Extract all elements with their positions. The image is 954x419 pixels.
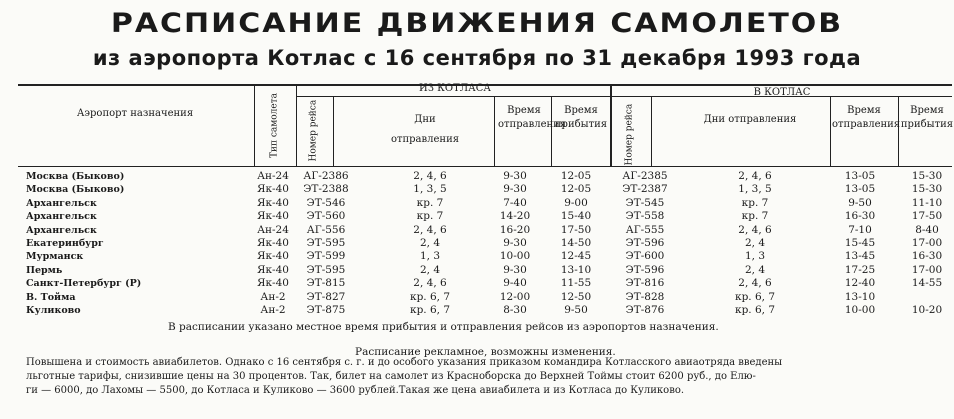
cell-days-in: кр. 7 (741, 210, 769, 223)
cell-arrival-out: 12-45 (560, 250, 592, 263)
cell-arrival-in: 15-30 (911, 170, 943, 182)
cell-departure-out: 16-20 (499, 223, 531, 236)
cell-days-out: кр. 7 (416, 196, 444, 209)
cell-flight-no-out: ЭТ-595 (306, 263, 346, 276)
cell-days-out: 1, 3, 5 (413, 183, 447, 196)
header-days-in: Дни отправления (703, 114, 797, 125)
cell-arrival-in: 8-40 (915, 223, 939, 236)
header-to-kotlas: В КОТЛАС (753, 87, 811, 98)
col-divider (651, 96, 652, 166)
cell-flight-no-in: ЭТ-558 (625, 210, 665, 223)
cell-flight-no-out: ЭТ-2388 (303, 183, 349, 196)
cell-aircraft-type: Як-40 (257, 250, 289, 263)
cell-airport-name: Архангельск (26, 211, 97, 223)
header-from-kotlas: ИЗ КОТЛАСА (419, 83, 491, 94)
cell-days-out: кр. 6, 7 (410, 290, 450, 303)
cell-arrival-in: 17-00 (911, 237, 943, 249)
cell-arrival-in: 15-30 (911, 183, 943, 196)
cell-aircraft-type: Як-40 (257, 183, 289, 196)
cell-flight-no-out: АГ-556 (306, 223, 346, 236)
cell-aircraft-type: Як-40 (257, 210, 289, 223)
cell-days-out: 2, 4, 6 (413, 223, 447, 236)
cell-arrival-out: 11-55 (560, 277, 592, 290)
header-bottom-rule (18, 166, 952, 167)
cell-arrival-out: 14-50 (560, 237, 592, 249)
cell-arrival-out: 12-05 (560, 170, 592, 182)
cell-airport-name: В. Тойма (26, 291, 76, 303)
cell-airport-name: Москва (Быково) (26, 171, 125, 182)
cell-departure-out: 9-40 (503, 277, 527, 290)
cell-departure-out: 10-00 (499, 250, 531, 263)
cell-days-out: кр. 7 (416, 210, 444, 223)
table-row (0, 183, 954, 196)
col-divider (494, 96, 495, 166)
col-divider (333, 96, 334, 166)
cell-departure-in: 13-05 (844, 170, 876, 182)
table-row (0, 304, 954, 317)
cell-departure-out: 9-30 (503, 237, 527, 249)
cell-aircraft-type: Як-40 (257, 263, 289, 276)
cell-flight-no-in: ЭТ-600 (625, 250, 665, 263)
cell-flight-no-in: ЭТ-816 (625, 277, 665, 290)
cell-arrival-in: 17-50 (911, 210, 943, 223)
cell-flight-no-in: ЭТ-596 (625, 263, 665, 276)
cell-flight-no-in: ЭТ-545 (625, 196, 665, 209)
cell-days-in: 2, 4, 6 (738, 277, 772, 290)
cell-days-out: 2, 4 (419, 263, 441, 276)
cell-departure-in: 9-50 (848, 196, 872, 209)
cell-airport-name: Архангельск (26, 224, 97, 236)
cell-arrival-out: 9-50 (564, 304, 588, 316)
cell-flight-no-out: АГ-2386 (303, 170, 349, 182)
table-row (0, 210, 954, 223)
note-fares-2: льготные тарифы, снизившие цены на 30 процентов. Так, билет на самолет из Красноборска до Верхней Тоймы стоит 6200 руб., до Елю- (26, 371, 756, 382)
cell-departure-in: 15-45 (844, 237, 876, 249)
cell-days-in: 1, 3 (744, 250, 766, 263)
cell-days-out: 2, 4, 6 (413, 170, 447, 182)
cell-days-out: 1, 3 (419, 250, 441, 263)
cell-flight-no-out: ЭТ-599 (306, 250, 346, 263)
col-divider (551, 96, 552, 166)
cell-airport-name: Санкт-Петербург (Р) (26, 278, 142, 290)
cell-flight-no-out: ЭТ-815 (306, 277, 346, 290)
col-divider (898, 96, 899, 166)
cell-departure-in: 17-25 (844, 263, 876, 276)
cell-departure-in: 12-40 (844, 277, 876, 290)
header-aircraft-type: Тип самолета (269, 92, 280, 159)
cell-flight-no-out: ЭТ-875 (306, 304, 346, 316)
header-departure-in: Время отправления (832, 105, 901, 130)
note-fares-1: Повышена и стоимость авиабилетов. Однако с 16 сентября с. г. и до особого указания приказом командира Котласского авиаотряда введены (26, 357, 783, 368)
cell-days-out: кр. 6, 7 (410, 304, 450, 316)
cell-arrival-out: 12-05 (560, 183, 592, 196)
table-row (0, 197, 954, 210)
cell-days-in: 2, 4, 6 (738, 223, 772, 236)
header-days-out: Дни отправления (390, 114, 460, 145)
cell-departure-out: 14-20 (499, 210, 531, 223)
cell-airport-name: Екатеринбург (26, 238, 104, 249)
cell-days-in: 2, 4 (744, 237, 766, 249)
cell-days-out: 2, 4 (419, 237, 441, 249)
table-row (0, 237, 954, 250)
cell-arrival-out: 9-00 (564, 196, 588, 209)
cell-departure-out: 12-00 (499, 290, 531, 303)
cell-days-in: 2, 4, 6 (738, 170, 772, 182)
cell-days-in: кр. 6, 7 (735, 290, 775, 303)
header-flight-no-out: Номер рейса (308, 99, 319, 162)
cell-flight-no-in: ЭТ-876 (625, 304, 665, 316)
cell-flight-no-in: ЭТ-596 (625, 237, 665, 249)
note-local-time: В расписании указано местное время прибытия и отправления рейсов из аэропортов назначения. (168, 321, 719, 333)
table-row (0, 224, 954, 237)
col-divider (830, 96, 831, 166)
page-title: РАСПИСАНИЕ ДВИЖЕНИЯ САМОЛЕТОВ (110, 7, 844, 40)
cell-flight-no-in: ЭТ-828 (625, 290, 665, 303)
cell-departure-in: 7-10 (848, 223, 872, 236)
table-row (0, 264, 954, 277)
cell-departure-out: 7-40 (503, 196, 527, 209)
header-airport: Аэропорт назначения (76, 108, 194, 119)
cell-arrival-out: 12-50 (560, 290, 592, 303)
cell-departure-in: 13-45 (844, 250, 876, 263)
cell-aircraft-type: Ан-2 (260, 304, 286, 316)
cell-aircraft-type: Ан-24 (257, 170, 289, 182)
cell-arrival-out: 13-10 (560, 263, 592, 276)
col-divider (254, 84, 255, 166)
cell-flight-no-out: ЭТ-546 (306, 196, 346, 209)
cell-arrival-out: 15-40 (560, 210, 592, 223)
cell-departure-out: 8-30 (503, 304, 527, 316)
cell-arrival-out: 17-50 (560, 223, 592, 236)
cell-arrival-in: 17-00 (911, 263, 943, 276)
table-row (0, 291, 954, 304)
table-row (0, 170, 954, 183)
cell-aircraft-type: Як-40 (257, 277, 289, 290)
cell-aircraft-type: Ан-2 (260, 290, 286, 303)
cell-departure-in: 10-00 (844, 304, 876, 316)
cell-airport-name: Мурманск (26, 251, 84, 263)
table-row (0, 250, 954, 263)
cell-departure-out: 9-30 (503, 183, 527, 196)
header-departure-out: Время отправления (498, 105, 567, 130)
cell-flight-no-out: ЭТ-595 (306, 237, 346, 249)
cell-days-in: кр. 7 (741, 196, 769, 209)
note-fares-3: ги — 6000, до Лахомы — 5500, до Котласа и Куликово — 3600 рублей.Такая же цена авиабилета и из Котласа до Куликово. (26, 385, 685, 396)
cell-days-in: 1, 3, 5 (738, 183, 772, 196)
cell-departure-in: 13-10 (844, 290, 876, 303)
header-flight-no-in: Номер рейса (624, 103, 635, 166)
cell-departure-in: 16-30 (844, 210, 876, 223)
cell-airport-name: Куликово (26, 305, 81, 316)
cell-flight-no-in: ЭТ-2387 (622, 183, 668, 196)
cell-arrival-in: 10-20 (911, 304, 943, 316)
cell-flight-no-out: ЭТ-827 (306, 290, 346, 303)
cell-airport-name: Архангельск (26, 197, 97, 209)
cell-days-in: кр. 6, 7 (735, 304, 775, 316)
cell-airport-name: Пермь (26, 264, 63, 276)
col-divider (296, 84, 297, 166)
note-advertising: Расписание рекламное, возможны изменения. (355, 346, 616, 358)
cell-flight-no-in: АГ-2385 (622, 170, 668, 182)
cell-aircraft-type: Як-40 (257, 237, 289, 249)
cell-days-out: 2, 4, 6 (413, 277, 447, 290)
cell-airport-name: Москва (Быково) (26, 184, 125, 196)
cell-flight-no-in: АГ-555 (625, 223, 665, 236)
cell-aircraft-type: Ан-24 (257, 223, 289, 236)
header-arrival-out: Время прибытия (554, 105, 608, 130)
cell-arrival-in: 14-55 (911, 277, 943, 290)
cell-arrival-in: 16-30 (911, 250, 943, 263)
cell-arrival-in: 11-10 (911, 196, 943, 209)
cell-days-in: 2, 4 (744, 263, 766, 276)
cell-aircraft-type: Як-40 (257, 196, 289, 209)
cell-departure-in: 13-05 (844, 183, 876, 196)
cell-departure-out: 9-30 (503, 170, 527, 182)
cell-departure-out: 9-30 (503, 263, 527, 276)
cell-flight-no-out: ЭТ-560 (306, 210, 346, 223)
header-arrival-in: Время прибытия (900, 105, 954, 130)
table-row (0, 277, 954, 290)
page-subtitle: из аэропорта Котлас с 16 сентября по 31 декабря 1993 года (92, 46, 862, 70)
